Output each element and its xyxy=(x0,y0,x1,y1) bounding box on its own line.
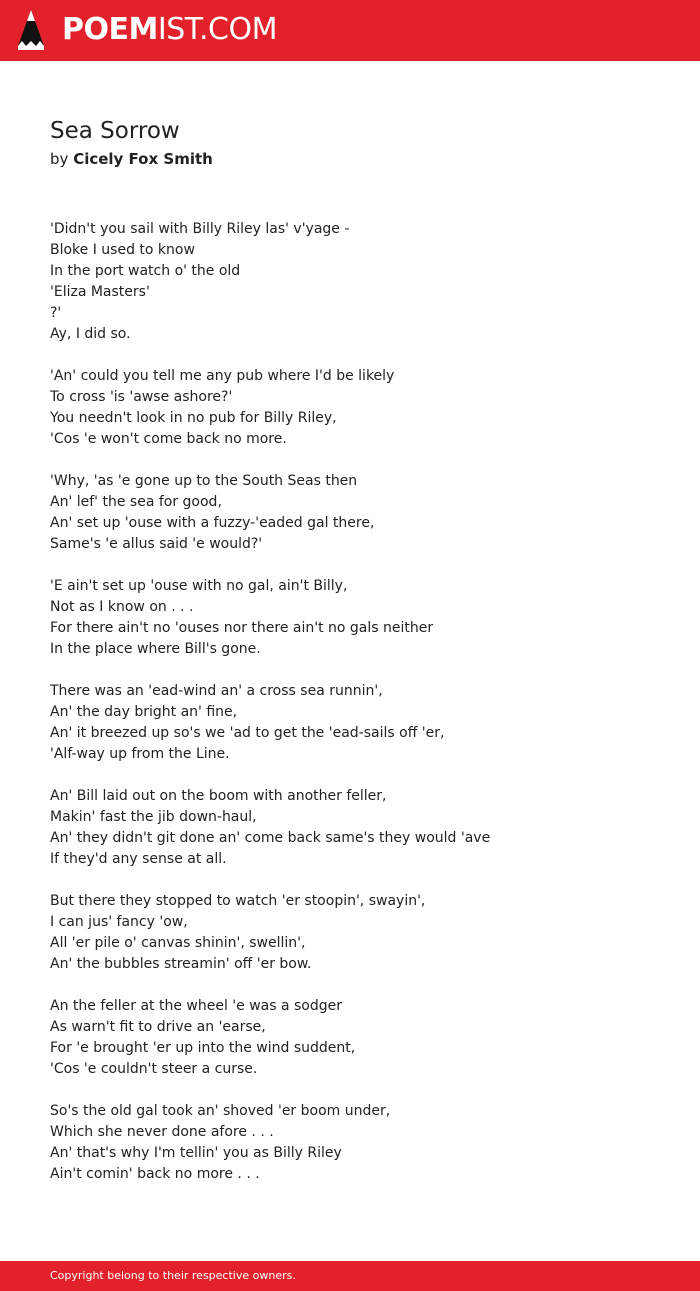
poem-line: There was an 'ead-wind an' a cross sea runnin', xyxy=(50,683,383,699)
poem-line: Not as I know on . . . xyxy=(50,599,194,615)
poem-line: 'Alf-way up from the Line. xyxy=(50,746,230,762)
poem-line: Ay, I did so. xyxy=(50,326,131,342)
poem-line: ?' xyxy=(50,305,62,321)
site-logo[interactable] xyxy=(62,12,277,48)
poem-line: An' Bill laid out on the boom with another feller, xyxy=(50,788,387,804)
poem-line: 'Why, 'as 'e gone up to the South Seas then xyxy=(50,473,358,489)
poem-stanza xyxy=(50,786,670,870)
poem-title: Sea Sorrow xyxy=(50,118,180,144)
poem-line: All 'er pile o' canvas shinin', swellin', xyxy=(50,935,306,951)
poem-line: Makin' fast the jib down-haul, xyxy=(50,809,257,825)
poem-line: If they'd any sense at all. xyxy=(50,851,227,867)
poem-line: An' lef' the sea for good, xyxy=(50,494,222,510)
poem-line: 'Didn't you sail with Billy Riley las' v'yage - xyxy=(50,221,350,237)
poem-line: 'E ain't set up 'ouse with no gal, ain't Billy, xyxy=(50,578,348,594)
poem-stanza xyxy=(50,219,670,345)
poem-stanza xyxy=(50,576,670,660)
logo-bold-text: POEM xyxy=(62,12,158,47)
site-header xyxy=(0,0,700,61)
pencil-tip-icon[interactable] xyxy=(18,10,44,52)
poem-line: 'Cos 'e won't come back no more. xyxy=(50,431,287,447)
poem-line: An' it breezed up so's we 'ad to get the 'ead-sails off 'er, xyxy=(50,725,445,741)
poem-line: Same's 'e allus said 'e would?' xyxy=(50,536,263,552)
poem-line: In the port watch o' the old xyxy=(50,263,241,279)
poem-line: As warn't fit to drive an 'earse, xyxy=(50,1019,266,1035)
poem-line: 'An' could you tell me any pub where I'd be likely xyxy=(50,368,395,384)
poem-stanza xyxy=(50,891,670,975)
poem-line: An the feller at the wheel 'e was a sodger xyxy=(50,998,343,1014)
poem-line: An' that's why I'm tellin' you as Billy Riley xyxy=(50,1145,342,1161)
poem-line: 'Eliza Masters' xyxy=(50,284,150,300)
poem-line: Ain't comin' back no more . . . xyxy=(50,1166,260,1182)
poem-stanza xyxy=(50,471,670,555)
poem-line: So's the old gal took an' shoved 'er boom under, xyxy=(50,1103,391,1119)
poem-line: In the place where Bill's gone. xyxy=(50,641,261,657)
poem-stanza xyxy=(50,366,670,450)
logo-light-text: IST.COM xyxy=(157,12,277,47)
poem-line: An' they didn't git done an' come back same's they would 'ave xyxy=(50,830,491,846)
poem-byline xyxy=(50,148,213,170)
poem-line: Which she never done afore . . . xyxy=(50,1124,274,1140)
poem-body xyxy=(50,219,670,1206)
poem-line: You needn't look in no pub for Billy Riley, xyxy=(50,410,337,426)
poem-line: Bloke I used to know xyxy=(50,242,195,258)
poem-stanza xyxy=(50,996,670,1080)
poem-line: An' set up 'ouse with a fuzzy-'eaded gal there, xyxy=(50,515,375,531)
poem-line: 'Cos 'e couldn't steer a curse. xyxy=(50,1061,258,1077)
copyright-notice: Copyright belong to their respective owners. xyxy=(50,1269,296,1282)
poem-line: To cross 'is 'awse ashore?' xyxy=(50,389,233,405)
poem-line: For there ain't no 'ouses nor there ain't no gals neither xyxy=(50,620,434,636)
poem-line: An' the bubbles streamin' off 'er bow. xyxy=(50,956,312,972)
by-label: by xyxy=(50,150,69,168)
poem-line: I can jus' fancy 'ow, xyxy=(50,914,188,930)
author-name: Cicely Fox Smith xyxy=(73,150,213,168)
poem-line: For 'e brought 'er up into the wind suddent, xyxy=(50,1040,356,1056)
site-footer xyxy=(0,1261,700,1291)
poem-line: An' the day bright an' fine, xyxy=(50,704,238,720)
poem-line: But there they stopped to watch 'er stoopin', swayin', xyxy=(50,893,426,909)
poem-stanza xyxy=(50,1101,670,1185)
poem-stanza xyxy=(50,681,670,765)
